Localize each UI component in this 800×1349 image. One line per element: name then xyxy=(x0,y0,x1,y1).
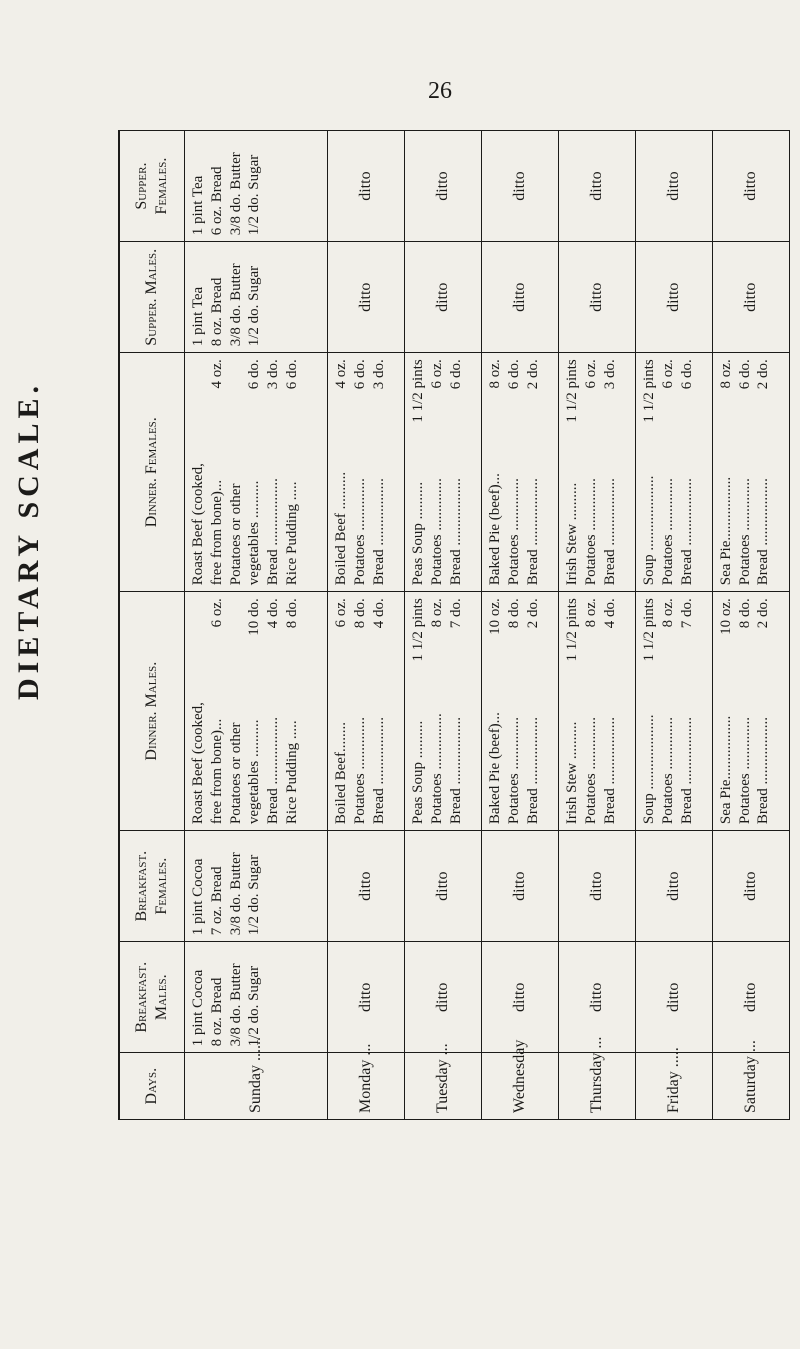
ration-line: 1 pint Tea xyxy=(190,286,206,347)
dinner-item xyxy=(736,598,755,824)
supper-females-cell xyxy=(185,131,328,242)
dinner-item-label: Potatoes or other xyxy=(227,483,244,586)
header-breakfast-females: Breakfast. Females. xyxy=(119,831,185,942)
dinner-item xyxy=(189,598,208,824)
dinner-item-quantity xyxy=(189,598,208,602)
dinner-item-quantity: 8 do. xyxy=(352,598,369,629)
dinner-item-label: Baked Pie (beef)... xyxy=(487,473,504,586)
dinner-item xyxy=(283,598,302,824)
dinner-item-label: Bread .................. xyxy=(447,717,464,825)
dinner-item xyxy=(754,359,773,585)
dinner-item-label: Sea Pie................. xyxy=(717,476,734,586)
dinner-item-label: vegetables .......... xyxy=(246,480,263,586)
dinner-item-quantity xyxy=(227,598,246,602)
ration-line: 1 pint Cocoa xyxy=(190,969,206,1047)
dinner-males-cell xyxy=(482,592,559,831)
dinner-item-quantity: 6 do. xyxy=(736,359,753,390)
dinner-females-cell xyxy=(712,353,789,592)
dinner-males-cell xyxy=(185,592,328,831)
table-row xyxy=(185,131,328,1120)
breakfast-males-cell: ditto xyxy=(328,942,405,1053)
dinner-males-cell xyxy=(328,592,405,831)
dinner-item xyxy=(486,359,505,585)
supper-males-cell: ditto xyxy=(559,242,636,353)
dinner-item-quantity: 10 oz. xyxy=(717,598,734,635)
dinner-item xyxy=(370,359,389,585)
breakfast-females-cell: ditto xyxy=(636,831,713,942)
dinner-item-quantity: 6 do. xyxy=(246,359,263,390)
dinner-item-quantity: 6 do. xyxy=(678,359,695,390)
dinner-item-quantity: 6 do. xyxy=(283,359,300,390)
dinner-item-label: Potatoes .............. xyxy=(505,717,522,825)
dinner-males-cell xyxy=(712,592,789,831)
dinner-item-label: Soup .................... xyxy=(641,714,658,825)
dinner-item-quantity: 6 oz. xyxy=(333,598,350,628)
header-days: Days. xyxy=(119,1053,185,1120)
ration-line: 1/2 do. Sugar xyxy=(246,265,263,347)
day-cell: Thursday ... xyxy=(559,1053,636,1120)
supper-females-cell: ditto xyxy=(328,131,405,242)
table-row xyxy=(712,131,789,1120)
ration-line: 3/8 do. Butter xyxy=(227,263,244,347)
dinner-item-quantity: 1 1/2 pints xyxy=(641,359,658,423)
dinner-item-label: vegetables .......... xyxy=(246,719,263,825)
supper-males-cell: ditto xyxy=(636,242,713,353)
table-header-row xyxy=(119,131,185,1120)
supper-males-cell: ditto xyxy=(712,242,789,353)
dinner-item-label: Potatoes .............. xyxy=(352,478,369,586)
dinner-item xyxy=(505,598,524,824)
ration-line: 8 oz. Bread xyxy=(208,977,225,1047)
supper-females-cell: ditto xyxy=(559,131,636,242)
breakfast-males-cell xyxy=(185,942,328,1053)
dinner-item-label: Boiled Beef........ xyxy=(333,722,350,825)
dinner-item-quantity: 6 oz. xyxy=(582,359,599,389)
dinner-item-label: free from bone)... xyxy=(208,718,225,825)
dinner-item xyxy=(563,359,582,585)
dinner-item-quantity: 8 oz. xyxy=(487,359,504,389)
day-cell: Sunday ...... xyxy=(185,1053,328,1120)
dinner-item-quantity: 4 oz. xyxy=(208,359,225,389)
dinner-item-quantity: 1 1/2 pints xyxy=(410,598,427,662)
dinner-item-label: Bread .................. xyxy=(755,478,772,586)
dinner-item-label: Bread .................. xyxy=(678,478,695,586)
dinner-item-quantity: 6 oz. xyxy=(428,359,445,389)
dinner-item xyxy=(659,359,678,585)
dinner-item-quantity: 2 do. xyxy=(755,359,772,390)
dinner-item-label: Bread .................. xyxy=(370,717,387,825)
dinner-item-label: Bread .................. xyxy=(524,717,541,825)
ration-line: 8 oz. Bread xyxy=(208,277,225,347)
breakfast-females-cell: ditto xyxy=(712,831,789,942)
dinner-item xyxy=(189,359,208,585)
dinner-item-quantity: 10 do. xyxy=(246,598,263,636)
dinner-item xyxy=(601,359,620,585)
supper-females-cell: ditto xyxy=(482,131,559,242)
breakfast-females-cell xyxy=(185,831,328,942)
dinner-item-label: Potatoes .............. xyxy=(659,717,676,825)
day-cell: Saturday ... xyxy=(712,1053,789,1120)
breakfast-males-cell: ditto xyxy=(636,942,713,1053)
header-supper-females: Supper. Females. xyxy=(119,131,185,242)
dinner-item xyxy=(208,598,227,824)
dinner-item-label: Boiled Beef .......... xyxy=(333,471,350,586)
dinner-item-quantity: 6 do. xyxy=(505,359,522,390)
page-number: 26 xyxy=(428,78,452,104)
breakfast-females-cell: ditto xyxy=(482,831,559,942)
dinner-item-quantity: 8 oz. xyxy=(717,359,734,389)
header-breakfast-males: Breakfast. Males. xyxy=(119,942,185,1053)
dinner-item xyxy=(678,359,697,585)
dinner-item-quantity: 7 do. xyxy=(447,598,464,629)
dinner-females-cell xyxy=(559,353,636,592)
dinner-item xyxy=(659,598,678,824)
dinner-item xyxy=(428,598,447,824)
dinner-item xyxy=(409,359,428,585)
dinner-item-quantity: 2 do. xyxy=(524,359,541,390)
dinner-item xyxy=(227,359,246,585)
dinner-item-label: Potatoes .............. xyxy=(582,717,599,825)
dinner-item xyxy=(264,598,283,824)
dinner-item-quantity: 3 do. xyxy=(370,359,387,390)
ration-line: 3/8 do. Butter xyxy=(227,152,244,236)
ration-line: 1/2 do. Sugar xyxy=(246,854,263,936)
table-row xyxy=(559,131,636,1120)
dinner-item xyxy=(447,359,466,585)
dinner-item-label: Potatoes .............. xyxy=(736,717,753,825)
dinner-item xyxy=(582,598,601,824)
dinner-item xyxy=(370,598,389,824)
dinner-item-label: Soup .................... xyxy=(641,475,658,586)
dinner-females-cell xyxy=(482,353,559,592)
dinner-item-label: Potatoes .............. xyxy=(428,478,445,586)
dinner-item-label: Bread .................. xyxy=(524,478,541,586)
dinner-item-quantity: 6 do. xyxy=(447,359,464,390)
table-row xyxy=(636,131,713,1120)
ration-line: 3/8 do. Butter xyxy=(227,852,244,936)
dinner-item-quantity: 1 1/2 pints xyxy=(641,598,658,662)
dietary-scale-table xyxy=(118,130,790,1120)
dinner-item-quantity: 6 do. xyxy=(352,359,369,390)
dinner-males-cell xyxy=(636,592,713,831)
supper-females-cell: ditto xyxy=(405,131,482,242)
dinner-item-quantity: 1 1/2 pints xyxy=(564,359,581,423)
dinner-item-label: Potatoes .............. xyxy=(736,478,753,586)
dinner-item-quantity: 3 do. xyxy=(601,359,618,390)
table-row xyxy=(405,131,482,1120)
dinner-item xyxy=(563,598,582,824)
dinner-item-label: Peas Soup .......... xyxy=(410,720,427,825)
dinner-item-label: Bread .................. xyxy=(265,478,281,586)
dinner-item-quantity: 4 do. xyxy=(601,598,618,629)
dinner-item xyxy=(409,598,428,824)
dinner-item-quantity: 7 do. xyxy=(678,598,695,629)
dinner-item-quantity: 4 do. xyxy=(265,598,281,629)
dinner-females-cell xyxy=(636,353,713,592)
dinner-item-label: Potatoes .............. xyxy=(582,478,599,586)
dinner-item xyxy=(351,598,370,824)
ration-line: 1/2 do. Sugar xyxy=(246,154,263,236)
dinner-item-quantity: 3 do. xyxy=(265,359,281,390)
dinner-item-quantity: 4 oz. xyxy=(333,359,350,389)
dinner-item-label: Bread .................. xyxy=(601,478,618,586)
dinner-item xyxy=(208,359,227,585)
dinner-males-cell xyxy=(405,592,482,831)
dinner-males-cell xyxy=(559,592,636,831)
dinner-item-label: free from bone)... xyxy=(208,479,225,586)
dinner-item-label: Sea Pie................. xyxy=(717,715,734,825)
breakfast-males-cell: ditto xyxy=(482,942,559,1053)
ration-line: 6 oz. Bread xyxy=(208,166,225,236)
dinner-item-label: Potatoes .............. xyxy=(659,478,676,586)
header-dinner-males: Dinner. Males. xyxy=(119,592,185,831)
breakfast-females-cell: ditto xyxy=(328,831,405,942)
dinner-item-label: Peas Soup .......... xyxy=(410,481,427,586)
dinner-item-label: Irish Stew .......... xyxy=(564,482,581,586)
dinner-females-cell xyxy=(328,353,405,592)
dinner-item-label: Potatoes .............. xyxy=(352,717,369,825)
dinner-item xyxy=(264,359,283,585)
supper-males-cell: ditto xyxy=(328,242,405,353)
supper-males-cell xyxy=(185,242,328,353)
ration-line: 1 pint Tea xyxy=(190,175,206,236)
dinner-item-quantity: 8 do. xyxy=(736,598,753,629)
dinner-item xyxy=(601,598,620,824)
dinner-item-label: Bread .................. xyxy=(265,717,281,825)
dinner-item xyxy=(717,598,736,824)
dinner-item-label: Bread .................. xyxy=(370,478,387,586)
dinner-item xyxy=(245,359,264,585)
dinner-item-label: Baked Pie (beef)... xyxy=(487,712,504,825)
dinner-item-label: Rice Pudding ..... xyxy=(283,481,300,586)
dinner-item xyxy=(332,598,351,824)
dinner-item-quantity xyxy=(227,359,246,363)
day-cell: Monday ... xyxy=(328,1053,405,1120)
breakfast-females-cell: ditto xyxy=(559,831,636,942)
breakfast-males-cell: ditto xyxy=(712,942,789,1053)
dinner-females-cell xyxy=(185,353,328,592)
dinner-item-quantity: 8 oz. xyxy=(659,598,676,628)
dinner-item-label: Irish Stew .......... xyxy=(564,721,581,825)
dinner-item xyxy=(283,359,302,585)
dinner-item-label: Potatoes or other xyxy=(227,722,244,825)
dinner-item xyxy=(582,359,601,585)
dinner-item xyxy=(245,598,264,824)
dinner-females-cell xyxy=(405,353,482,592)
header-dinner-females: Dinner. Females. xyxy=(119,353,185,592)
ration-line: 3/8 do. Butter xyxy=(227,963,244,1047)
supper-females-cell: ditto xyxy=(712,131,789,242)
dinner-item-label: Bread .................. xyxy=(447,478,464,586)
dinner-item-quantity: 1 1/2 pints xyxy=(564,598,581,662)
dinner-item-quantity: 4 do. xyxy=(370,598,387,629)
dinner-item-label: Roast Beef (cooked, xyxy=(190,463,206,586)
dinner-item-label: Bread .................. xyxy=(601,717,618,825)
dinner-item xyxy=(332,359,351,585)
dinner-item xyxy=(428,359,447,585)
dinner-item xyxy=(736,359,755,585)
header-supper-males: Supper. Males. xyxy=(119,242,185,353)
dinner-item-label: Potatoes .............. xyxy=(505,478,522,586)
dinner-item-quantity: 6 oz. xyxy=(659,359,676,389)
dinner-item-label: Roast Beef (cooked, xyxy=(190,702,206,825)
dinner-item xyxy=(640,598,659,824)
dinner-item xyxy=(524,359,543,585)
dinner-item xyxy=(227,598,246,824)
ration-line: 1 pint Cocoa xyxy=(190,858,206,936)
dinner-item-quantity: 8 oz. xyxy=(428,598,445,628)
breakfast-females-cell: ditto xyxy=(405,831,482,942)
dinner-item xyxy=(524,598,543,824)
dinner-item xyxy=(505,359,524,585)
dinner-item-quantity: 8 do. xyxy=(505,598,522,629)
breakfast-males-cell: ditto xyxy=(405,942,482,1053)
dinner-item-label: Rice Pudding ..... xyxy=(283,720,300,825)
dinner-item xyxy=(486,598,505,824)
day-cell: Tuesday ... xyxy=(405,1053,482,1120)
dinner-item-quantity: 8 do. xyxy=(283,598,300,629)
supper-females-cell: ditto xyxy=(636,131,713,242)
dinner-item xyxy=(351,359,370,585)
dinner-item xyxy=(447,598,466,824)
dinner-item xyxy=(678,598,697,824)
dinner-item-quantity: 6 oz. xyxy=(208,598,225,628)
dinner-item-quantity: 8 oz. xyxy=(582,598,599,628)
ration-line: 1/2 do. Sugar xyxy=(246,965,263,1047)
ration-line: 7 oz. Bread xyxy=(208,866,225,936)
day-cell: Friday ..... xyxy=(636,1053,713,1120)
day-cell: Wednesday xyxy=(482,1053,559,1120)
supper-males-cell: ditto xyxy=(482,242,559,353)
breakfast-males-cell: ditto xyxy=(559,942,636,1053)
table-row xyxy=(328,131,405,1120)
dinner-item-label: Bread .................. xyxy=(678,717,695,825)
dinner-item-quantity: 10 oz. xyxy=(487,598,504,635)
dinner-item-label: Potatoes ............... xyxy=(428,713,445,825)
dinner-item-quantity: 2 do. xyxy=(524,598,541,629)
dinner-item xyxy=(640,359,659,585)
dinner-item xyxy=(754,598,773,824)
table-row xyxy=(482,131,559,1120)
dinner-item-quantity: 2 do. xyxy=(755,598,772,629)
dinner-item xyxy=(717,359,736,585)
dinner-item-quantity: 1 1/2 pints xyxy=(410,359,427,423)
supper-males-cell: ditto xyxy=(405,242,482,353)
dinner-item-label: Bread .................. xyxy=(755,717,772,825)
page-side-title: DIETARY SCALE. xyxy=(12,381,45,700)
dinner-item-quantity xyxy=(189,359,208,363)
